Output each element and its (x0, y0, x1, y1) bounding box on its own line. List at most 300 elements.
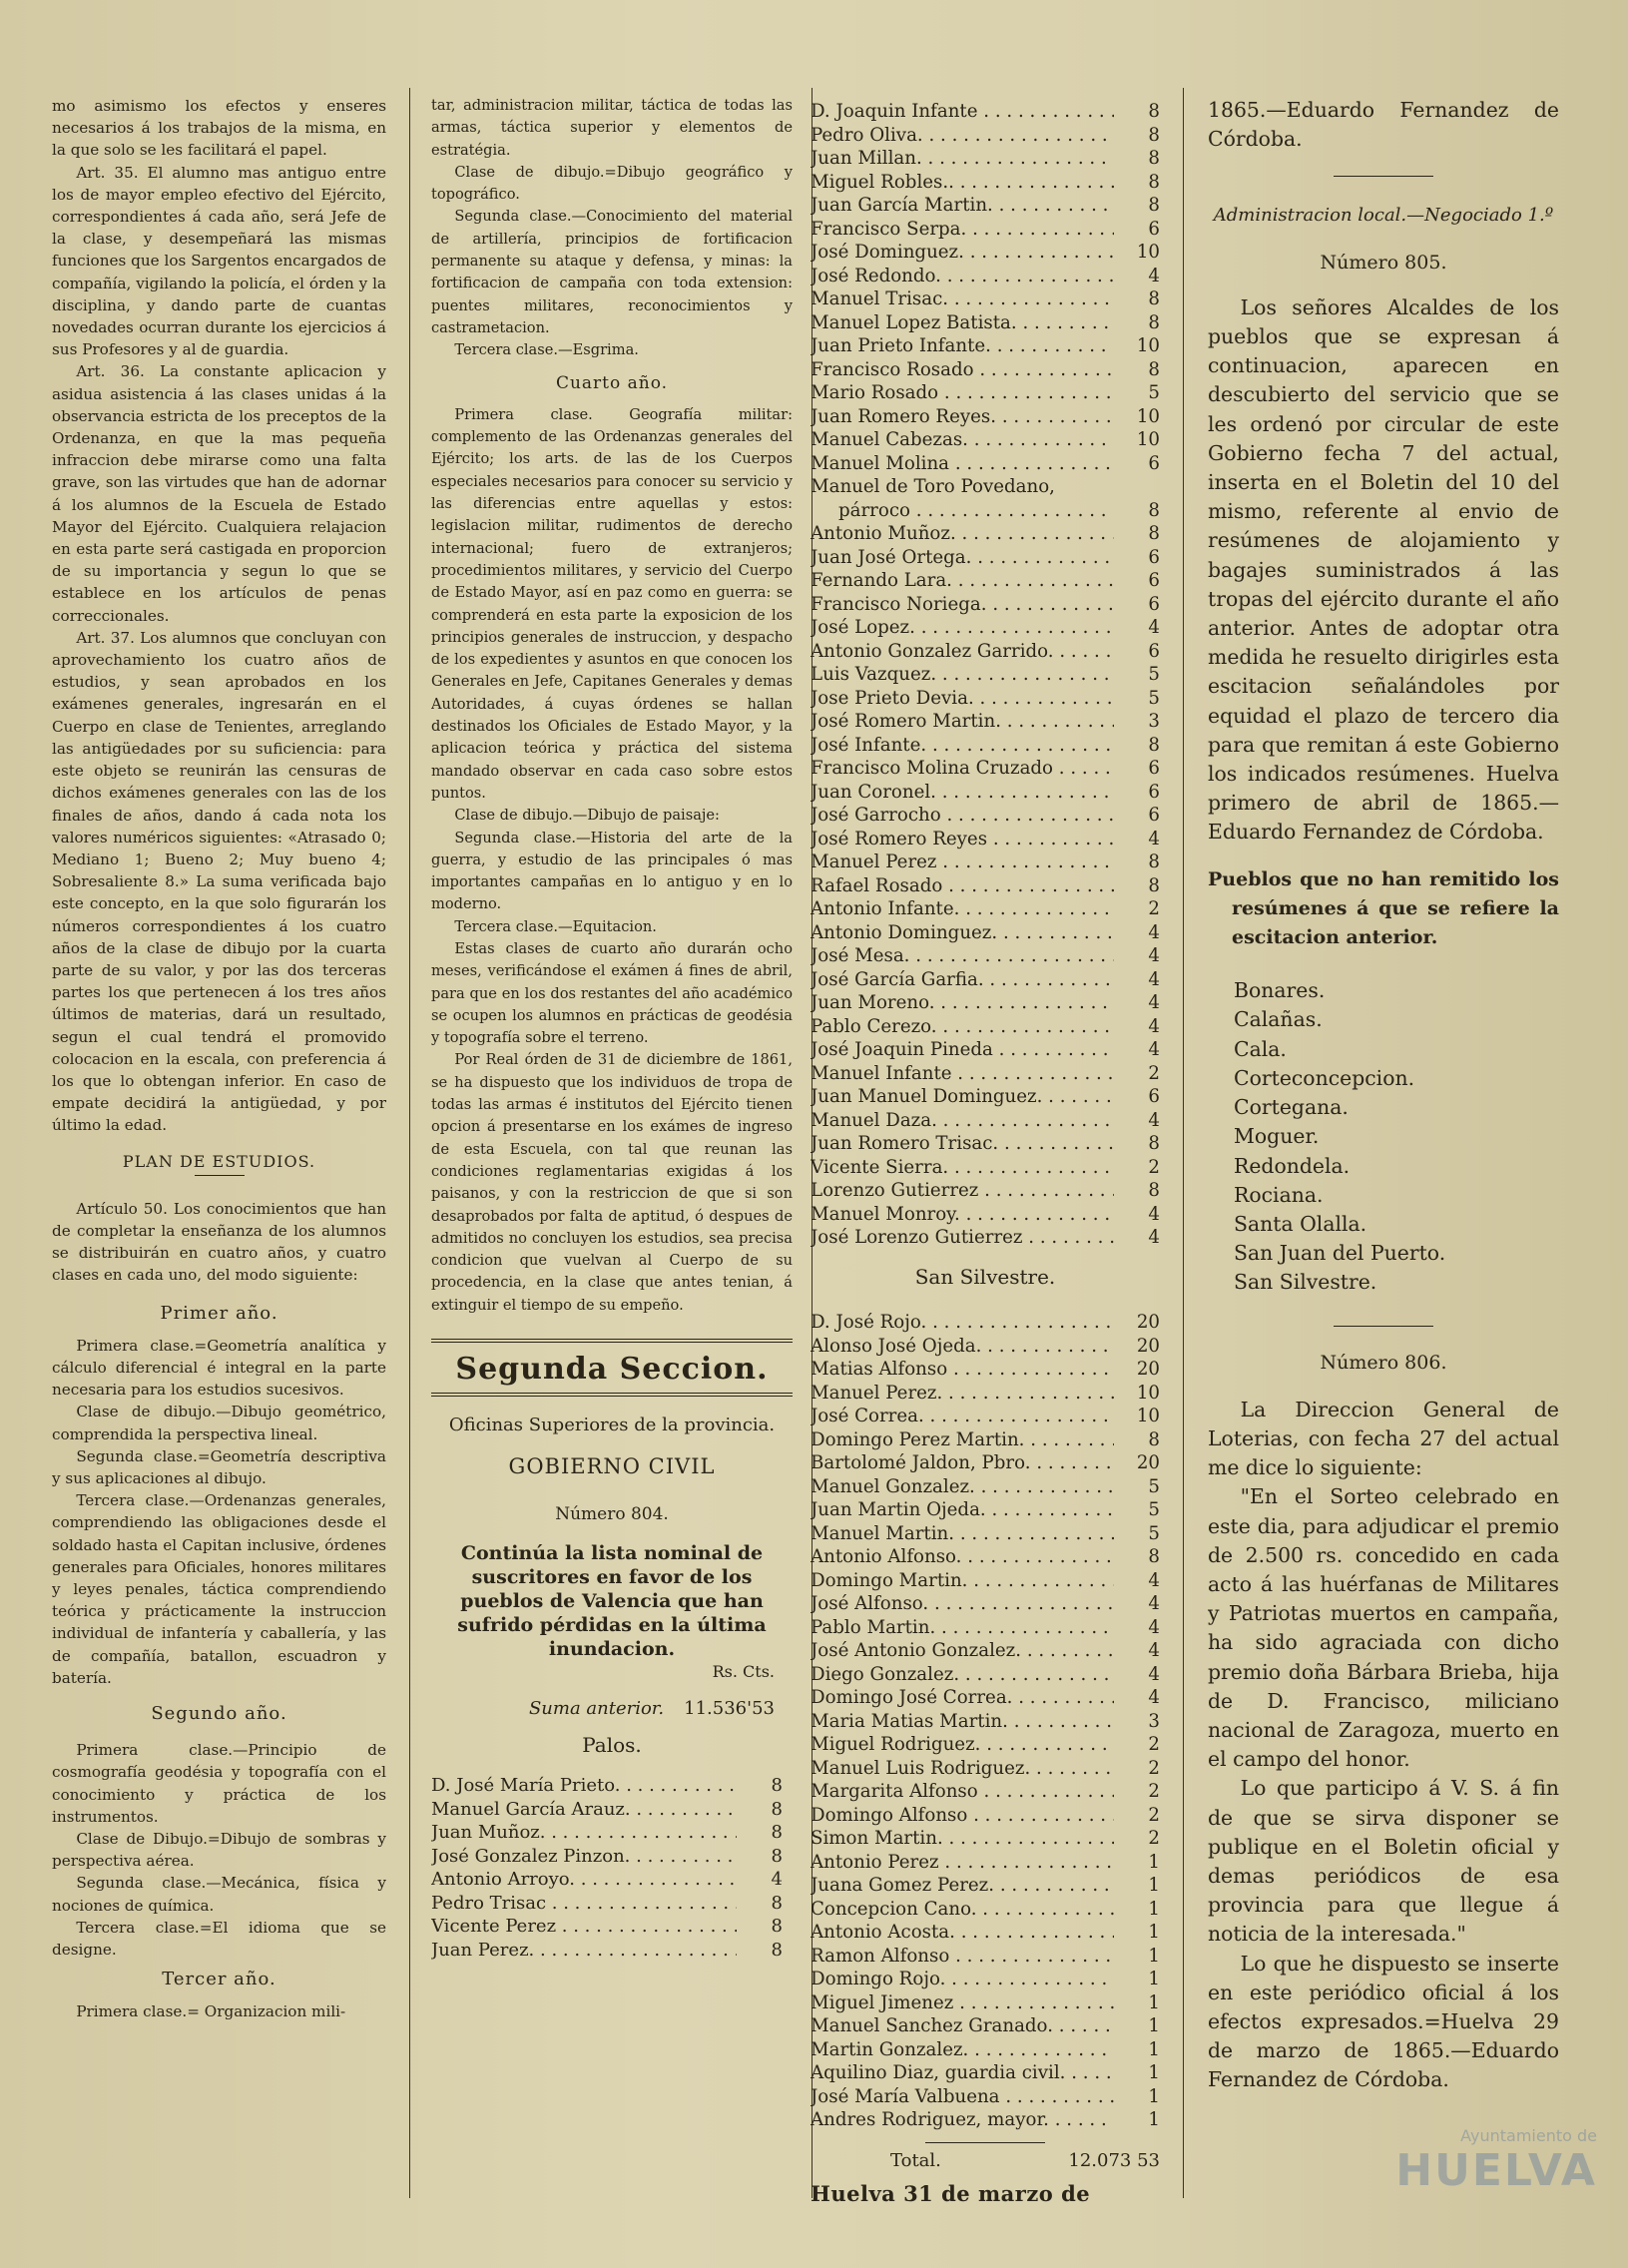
list-item (811, 1639, 1160, 1663)
subscriber-name: Rafael Rosado . . . (811, 874, 1114, 898)
list-item (811, 828, 1160, 851)
subscriber-amount: 4 (1148, 1015, 1160, 1037)
subscriber-name: Manuel Infante . . . (811, 1062, 1114, 1086)
subscriber-amount: 10 (1136, 405, 1160, 427)
subscriber-amount: 8 (1148, 1180, 1160, 1201)
subscriber-amount: 8 (771, 1892, 783, 1914)
section-rule (431, 1393, 793, 1397)
subscriber-name: Miguel Rodriguez. . . . (811, 1733, 1114, 1757)
subscriber-amount: 2 (1148, 1734, 1160, 1755)
paragraph: Clase de dibujo.—Dibujo de paisaje: (454, 807, 720, 825)
list-item (431, 1774, 783, 1798)
list-item (811, 1757, 1160, 1781)
subscriber-name: Manuel García Arauz. . . . (431, 1798, 737, 1822)
subscriber-amount: 8 (1148, 171, 1160, 193)
pueblo-item: Moguer. (1234, 1124, 1320, 1149)
san-silvestre-title: San Silvestre. (914, 1264, 1056, 1289)
subscriber-name: Miguel Robles.. . . . (811, 171, 1114, 195)
subscriber-amount: 20 (1136, 1312, 1160, 1333)
subscriber-amount: 8 (771, 1822, 783, 1844)
list-item (811, 616, 1160, 640)
paragraph: Primera clase. Geografía militar: complemento de las Ordenanzas generales del Ejército; los arts. de las de los Cuerpos especiales necesarios para conocer su servicio y las diferencias entre aquellas y estos: legislacion militar, rudimentos de derecho internacional; fuero de extranjeros; procedimientos militares, y servicio del Cuerpo de Estado Mayor, así en paz como en guerra: se comprenderá en esta parte la exposicion de los principios generales de instruccion, y despacho de los expedientes y asuntos en que conocen los Generales en Jefe, Capitanes Generales y demas Autoridades, á cuyas órdenes se hallan destinados los Oficiales de Estado Mayor, y la aplicacion teórica y práctica del sistema mandado observar en cada caso sobre estos puntos. (431, 405, 793, 802)
subscriber-amount: 4 (1148, 1203, 1160, 1225)
subscriber-name: Bartolomé Jaldon, Pbro. . . . (811, 1451, 1114, 1475)
list-item (811, 1780, 1160, 1804)
list-item (811, 687, 1160, 711)
subscriber-amount: 4 (1148, 1593, 1160, 1614)
list-intro: Continúa la lista nominal de suscritores en favor de los pueblos de Valencia que han sufrido pérdidas en la última inundacion. (457, 1542, 767, 1661)
subscriber-amount: 2 (1148, 1156, 1160, 1178)
subscriber-name: Antonio Perez . . . (811, 1851, 1114, 1875)
number-805: Número 805. (1320, 251, 1447, 274)
pueblo-item: Bonares. (1234, 978, 1326, 1003)
subscriber-name: José Gonzalez Pinzon. . . . (431, 1845, 737, 1869)
admin-heading: Administracion local.—Negociado 1.º (1213, 205, 1554, 227)
list-item (811, 640, 1160, 664)
subscriber-amount: 3 (1148, 1710, 1160, 1732)
list-item (811, 2085, 1160, 2109)
list-item (811, 874, 1160, 898)
subscriber-amount: 20 (1136, 1335, 1160, 1357)
subscriber-amount: 8 (1148, 101, 1160, 122)
list-item (811, 1827, 1160, 1851)
subscriber-name: Fernando Lara. . . . (811, 569, 1114, 593)
subscriber-name: José Romero Reyes . . . (811, 828, 1114, 851)
pueblo-item: San Silvestre. (1234, 1270, 1377, 1295)
section-rule (431, 1339, 793, 1343)
list-item (811, 2061, 1160, 2085)
subscriber-amount: 1 (1148, 1991, 1160, 2013)
pueblos-heading: Pueblos que no han remitido los resúmenes á que se refiere la escitacion anterior. (1208, 867, 1559, 949)
subscriber-name: Vicente Sierra. . . . (811, 1156, 1114, 1180)
list-item (811, 241, 1160, 265)
subscriber-amount: 1 (1148, 2109, 1160, 2130)
subscriber-name: D. Joaquin Infante . . . (811, 100, 1114, 124)
subscriber-name: Domingo Rojo. . . . (811, 1968, 1114, 1991)
pueblo-item: Redondela. (1234, 1153, 1351, 1178)
subscriber-name: José Mesa. . . . (811, 944, 1114, 968)
course-item: Primera clase.=Geometría analítica y cálculo diferencial é integral en la parte necesaria para los estudios sucesivos. (52, 1336, 386, 1400)
list-item (811, 944, 1160, 968)
subscriber-amount: 8 (1148, 1133, 1160, 1154)
previous-sum-label: Suma anterior. (528, 1697, 665, 1719)
subscriber-amount: 4 (1148, 828, 1160, 850)
subscriber-amount: 6 (1148, 758, 1160, 779)
subscriber-name: Manuel Monroy. . . . (811, 1203, 1114, 1227)
subscriber-name: párroco . . . (811, 499, 1114, 523)
notice-805: Los señores Alcaldes de los pueblos que se expresan á continuacion, aparecen en descubierto del servicio que se les ordenó por circular de este Gobierno fecha 7 del actual, inserta en el Boletin del 10 del mismo, referente al envio de resúmenes de alojamiento y bagajes suministrados á las tropas del ejército durante el año anterior. Antes de adoptar otra medida he resuelto dirigirles esta escitacion señalándoles por equidad el plazo de tercero dia para que remitan á este Gobierno los indicados resúmenes. Huelva primero de abril de 1865.—Eduardo Fernandez de Córdoba. (1208, 294, 1559, 845)
subscriber-name: José Lopez. . . . (811, 616, 1114, 640)
list-item (431, 1868, 783, 1892)
subscriber-amount: 8 (1148, 311, 1160, 333)
course-item: Segunda clase.=Geometría descriptiva y sus aplicaciones al dibujo. (52, 1446, 386, 1487)
subscriber-name: Juan Moreno. . . . (811, 991, 1114, 1015)
list-item (811, 569, 1160, 593)
subscriber-name: Juan Prieto Infante. . . . (811, 334, 1114, 358)
list-item (811, 1498, 1160, 1522)
list-item (811, 1358, 1160, 1382)
subscriber-amount: 8 (771, 1939, 783, 1961)
subscriber-amount: 4 (1148, 1039, 1160, 1060)
watermark-text: HUELVA (1395, 2145, 1597, 2196)
list-item (811, 265, 1160, 288)
offices-heading: Oficinas Superiores de la provincia. (448, 1415, 776, 1436)
list-item (811, 897, 1160, 921)
subscriber-amount: 6 (1148, 1086, 1160, 1107)
signature-line: 1865.—Eduardo Fernandez de Córdoba. (1208, 98, 1559, 152)
list-item (811, 1109, 1160, 1133)
column-2 (431, 95, 793, 1962)
subscriber-amount: 1 (1148, 2015, 1160, 2036)
subscriber-amount: 4 (1148, 1663, 1160, 1685)
list-item (811, 1062, 1160, 1086)
course-item: Segunda clase.—Mecánica, física y nociones de química. (52, 1874, 386, 1915)
column-rule (1183, 88, 1184, 2198)
subscriber-amount: 6 (1148, 452, 1160, 474)
subscriber-name: Manuel Lopez Batista. . . . (811, 311, 1114, 335)
subscriber-amount: 2 (1148, 1804, 1160, 1826)
huelva-date: Huelva 31 de marzo de (811, 2181, 1091, 2206)
article-36: Art. 36. La constante aplicacion y asidua asistencia á las clases unidas á la observancia estricta de los preceptos de la Ordenanza, en que la mas pequeña infraccion debe mirarse como una falta grave, son las virtudes que han de adornar á los alumnos de la Escuela de Estado Mayor del Ejército. Cualquiera relajacion en esta parte será castigada en proporcion de su importancia y segun lo que se establece en los artículos de penas correccionales. (52, 362, 386, 625)
subscriber-amount: 6 (1148, 593, 1160, 615)
subscriber-amount: 8 (1148, 124, 1160, 146)
divider (1334, 1326, 1433, 1327)
subscriber-name: José Correa. . . . (811, 1405, 1114, 1428)
subscriber-name: José Alfonso. . . . (811, 1592, 1114, 1616)
column-4 (1208, 96, 1559, 2095)
total-label: Total. (890, 2149, 941, 2171)
paragraph: Segunda clase.—Conocimiento del material de artillería, principios de fortificacion permanente su ataque y defensa, y minas: la fortificacion de campaña con toda extension: puentes militares, reconocimientos y castrametacion. (431, 208, 793, 336)
course-item: Tercera clase.—Ordenanzas generales, comprendiendo las obligaciones desde el soldado hasta el Capitan inclusive, órdenes generales para Oficiales, honores militares y leyes penales, táctica comprendiendo teórica y prácticamente la instruccion individual de infantería y caballería, y las de compañía, batallon, escuadron y batería. (52, 1491, 386, 1687)
subscriber-amount: 6 (1148, 546, 1160, 568)
subscriber-amount: 5 (1148, 1522, 1160, 1544)
subscriber-name: Jose Prieto Devia. . . . (811, 687, 1114, 711)
subscriber-amount: 4 (1148, 1227, 1160, 1248)
subscriber-name: Ramon Alfonso . . . (811, 1945, 1114, 1969)
subscriber-amount: 8 (771, 1798, 783, 1820)
subscriber-name: Manuel Martin. . . . (811, 1522, 1114, 1546)
subscriber-name: Domingo Alfonso . . . (811, 1804, 1114, 1828)
divider (925, 2142, 1045, 2143)
subscriber-name: Alonso José Ojeda. . . . (811, 1335, 1114, 1359)
list-item (811, 218, 1160, 242)
subscriber-name: Miguel Jimenez . . . (811, 1991, 1114, 2015)
list-item (811, 381, 1160, 405)
gobierno-civil-heading: GOBIERNO CIVIL (508, 1453, 716, 1478)
subscriber-amount: 4 (1148, 921, 1160, 943)
subscriber-name: Manuel Luis Rodriguez. . . . (811, 1757, 1114, 1781)
subscriber-amount: 10 (1136, 1382, 1160, 1404)
list-item (811, 781, 1160, 805)
list-item (431, 1798, 783, 1822)
subscriber-amount: 4 (1148, 1569, 1160, 1591)
section-title: Segunda Seccion. (455, 1352, 769, 1388)
subscriber-name: Antonio Acosta. . . . (811, 1921, 1114, 1945)
subscriber-name: José Lorenzo Gutierrez . . . (811, 1226, 1114, 1250)
previous-sum (431, 1698, 775, 1720)
subscriber-name: Antonio Infante. . . . (811, 897, 1114, 921)
list-item (811, 1898, 1160, 1922)
list-item (811, 100, 1160, 124)
list-item (811, 1545, 1160, 1569)
list-item (811, 499, 1160, 523)
list-item (811, 804, 1160, 828)
list-item (811, 710, 1160, 734)
pueblo-item: San Juan del Puerto. (1234, 1241, 1446, 1266)
subscriber-amount: 8 (771, 1845, 783, 1867)
column-1 (52, 95, 386, 2023)
subscriber-name: Andres Rodriguez, mayor. . . . (811, 2108, 1114, 2132)
pueblo-item: Rociana. (1234, 1182, 1324, 1207)
subscriber-name: Juan Muñoz. . . . (431, 1821, 737, 1845)
subscriber-amount: 1 (1148, 1851, 1160, 1873)
subscriber-name: Manuel Cabezas. . . . (811, 428, 1114, 452)
paragraph: Por Real órden de 31 de diciembre de 1861, se ha dispuesto que los individuos de tropa de todas las armas é institutos del Ejército tienen opcion á presentarse en los exámes de ingreso de esta Escuela, con tal que reunan las condiciones reglamentarias exigidas á los paisanos, y con la restriccion de que si son desaprobados por falta de aptitud, ó despues de admitidos no concluyen los estudios, sea precisa condicion que vuelvan al Cuerpo de su procedencia, en la clase que antes tenian, á extinguir el tiempo de su empeño. (431, 1051, 793, 1314)
subscriber-name: Juan José Ortega. . . . (811, 546, 1114, 570)
subscriber-amount: 4 (1148, 1687, 1160, 1708)
list-item (811, 1156, 1160, 1180)
subscriber-name: Antonio Gonzalez Garrido. . . . (811, 640, 1114, 664)
list-item (811, 1311, 1160, 1335)
list-item (811, 1991, 1160, 2015)
list-item (811, 1038, 1160, 1062)
list-item (811, 428, 1160, 452)
article-35: Art. 35. El alumno mas antiguo entre los de mayor empleo efectivo del Ejército, correspondientes á cada año, será Jefe de la clase, y desempeñará las mismas funciones que los Sargentos encargados de compañía, vigilando la policía, el órden y la disciplina, y dando parte de cuantas novedades ocurran durante los ejercicios á sus Profesores y al de guardia. (52, 163, 386, 359)
subscriber-amount: 1 (1148, 1922, 1160, 1943)
list-item (811, 1686, 1160, 1710)
subscriber-amount: 2 (1148, 1828, 1160, 1849)
subscriber-name: José Dominguez. . . . (811, 241, 1114, 265)
subscriber-amount: 10 (1136, 429, 1160, 450)
subscriber-amount: 1 (1148, 2062, 1160, 2083)
pueblos-list (1208, 976, 1559, 1297)
notice-806: "En el Sorteo celebrado en este dia, para adjudicar el premio de 2.500 rs. concedido en cada acto á las huérfanas de Militares y Patriotas muertos en campaña, ha sido agraciada con dicho premio doña Bárbara Brieba, hija de D. Francisco, miliciano nacional de Zaragoza, muerto en el campo del honor. (1208, 1484, 1559, 1772)
article-37: Art. 37. Los alumnos que concluyan con aprovechamiento los cuatro años de estudios, y sean aprobados en los exámenes generales, ingresarán en el Cuerpo en clase de Tenientes, arreglando las antigüedades por su suficiencia: para este objeto se reunirán las censuras de dichos exámenes generales con las de los finales de años, dando á cada nota los valores numéricos siguientes: «Atrasado 0; Mediano 1; Bueno 2; Muy bueno 4; Sobresaliente 8.» La suma verificada bajo este concepto, en la que solo figurarán los números correspondientes á los cuatro años de la clase de dibujo por la cuarta parte de su valor, y por las dos terceras partes los que pertenecen á los tres años últimos de materias, dará un resultado, segun el cual tendrá el promovido colocacion en la escala, con preferencia á los que lo obtengan inferior. En caso de empate decidirá la antigüedad, y por último la edad. (52, 628, 386, 1135)
list-item (811, 475, 1160, 499)
list-item (811, 1733, 1160, 1757)
notice-806: Lo que participo á V. S. á fin de que se sirva disponer se publique en el Boletin oficial y demas periódicos de esa provincia para que llegue á noticia de la interesada." (1208, 1776, 1559, 1947)
list-item (811, 405, 1160, 429)
paragraph: tar, administracion militar, táctica de todas las armas, táctica superior y elementos de estratégia. (431, 97, 793, 159)
subscriber-name: Vicente Perez . . . (431, 1915, 737, 1939)
course-item: Primera clase.—Principio de cosmografía geodésia y topografía con el conocimiento y práctica de los instrumentos. (52, 1741, 386, 1826)
subscriber-name: Aquilino Diaz, guardia civil. . . . (811, 2061, 1114, 2085)
list-item (811, 1132, 1160, 1156)
subscriber-name: Concepcion Cano. . . . (811, 1898, 1114, 1922)
total-row (811, 2149, 1160, 2173)
subscriber-name: Juan Romero Trisac. . . . (811, 1132, 1114, 1156)
paragraph: mo asimismo los efectos y enseres necesarios á los trabajos de la misma, en la que solo se les facilitará el papel. (52, 97, 386, 160)
subscriber-name: Manuel Perez. . . . (811, 1382, 1114, 1406)
list-item (811, 1475, 1160, 1499)
list-item (811, 452, 1160, 476)
year-1-title: Primer año. (160, 1302, 278, 1324)
subscriber-amount: 6 (1148, 640, 1160, 662)
column-3 (811, 100, 1160, 2206)
subscriber-amount: 8 (1148, 148, 1160, 169)
list-item (431, 1892, 783, 1916)
list-item (811, 334, 1160, 358)
subscriber-name: Lorenzo Gutierrez . . . (811, 1179, 1114, 1203)
subscriber-amount: 8 (1148, 523, 1160, 544)
list-item (811, 1226, 1160, 1250)
subscriber-name: Juan Martin Ojeda. . . . (811, 1498, 1114, 1522)
list-item (431, 1939, 783, 1963)
list-item (811, 1451, 1160, 1475)
subscriber-name: Matias Alfonso . . . (811, 1358, 1114, 1382)
year-3-title: Tercer año. (162, 1969, 276, 1990)
subscriber-name: Juan Coronel. . . . (811, 781, 1114, 805)
subscriber-amount: 20 (1136, 1359, 1160, 1380)
subscriber-name: José María Valbuena . . . (811, 2085, 1114, 2109)
list-item (811, 991, 1160, 1015)
subscriber-amount: 4 (1148, 992, 1160, 1013)
subscriber-amount: 8 (1148, 1546, 1160, 1567)
number-804: Número 804. (555, 1503, 669, 1524)
subscriber-name: Juan Perez. . . . (431, 1939, 737, 1963)
total-value: 12.073 53 (1068, 2149, 1160, 2171)
subscriber-name: José Romero Martin. . . . (811, 710, 1114, 734)
paragraph: Tercera clase.—Esgrima. (454, 341, 639, 359)
subscriber-amount: 10 (1136, 335, 1160, 356)
paragraph: Tercera clase.—Equitacion. (454, 917, 657, 935)
subscriber-name: Juan Romero Reyes. . . . (811, 405, 1114, 429)
list-item (811, 2014, 1160, 2038)
subscriber-name: Francisco Serpa. . . . (811, 218, 1114, 242)
subscriber-amount: 4 (1148, 968, 1160, 990)
subscriber-amount: 8 (1148, 195, 1160, 216)
watermark-text: Ayuntamiento de (1460, 2126, 1597, 2145)
subscriber-name: Manuel Sanchez Granado. . . . (811, 2014, 1114, 2038)
subscriber-name: José Joaquin Pineda . . . (811, 1038, 1114, 1062)
list-item (811, 194, 1160, 218)
list-item (811, 1382, 1160, 1406)
subscriber-amount: 6 (1148, 805, 1160, 826)
list-item (811, 968, 1160, 992)
subscriber-amount: 2 (1148, 898, 1160, 919)
paragraph: Estas clases de cuarto año durarán ocho meses, verificándose el exámen á fines de abril, para que en los dos restantes del año académico se ocupen los alumnos en prácticas de geodésia y topografía sobre el terreno. (431, 939, 793, 1047)
archive-watermark (1338, 2126, 1597, 2246)
list-item (431, 1915, 783, 1939)
subscriber-amount: 3 (1148, 711, 1160, 732)
subscriber-amount: 1 (1148, 1969, 1160, 1989)
list-item (811, 1663, 1160, 1687)
list-item (811, 1874, 1160, 1898)
subscriber-name: Manuel de Toro Povedano, (811, 476, 1055, 497)
subscriber-amount: 5 (1148, 1499, 1160, 1520)
subscriber-amount: 2 (1148, 1781, 1160, 1802)
notice-806: La Direccion General de Loterias, con fecha 27 del actual me dice lo siguiente: (1208, 1397, 1559, 1480)
subscriber-name: Juan García Martin. . . . (811, 194, 1114, 218)
article-50: Artículo 50. Los conocimientos que han de completar la enseñanza de los alumnos se distribuirán en cuatro años, y cuatro clases en cada uno, del modo siguiente: (52, 1199, 386, 1285)
subscriber-amount: 8 (1148, 851, 1160, 872)
list-item (811, 1804, 1160, 1828)
subscriber-amount: 8 (1148, 288, 1160, 309)
subscriber-name: José Antonio Gonzalez. . . . (811, 1639, 1114, 1663)
divider (1334, 176, 1433, 177)
subscriber-name: Domingo Perez Martin. . . . (811, 1428, 1114, 1452)
list-item (811, 850, 1160, 874)
subscriber-name: José Redondo. . . . (811, 265, 1114, 288)
subscriber-name: Mario Rosado . . . (811, 381, 1114, 405)
list-item (811, 593, 1160, 617)
subscriber-list (811, 1311, 1160, 2132)
list-item (811, 1616, 1160, 1640)
subscriber-amount: 8 (1148, 1428, 1160, 1450)
subscriber-name: Manuel Molina . . . (811, 452, 1114, 476)
list-item (811, 1179, 1160, 1203)
subscriber-name: Manuel Perez . . . (811, 850, 1114, 874)
list-item (811, 1710, 1160, 1734)
subscriber-amount: 8 (1148, 874, 1160, 896)
list-item (811, 1335, 1160, 1359)
subscriber-name: D. José Rojo. . . . (811, 1311, 1114, 1335)
subscriber-name: Martin Gonzalez. . . . (811, 2038, 1114, 2062)
palos-list (431, 1774, 793, 1962)
subscriber-amount: 6 (1148, 781, 1160, 803)
list-item (811, 311, 1160, 335)
course-item: Tercera clase.=El idioma que se designe. (52, 1918, 386, 1960)
list-item (811, 358, 1160, 382)
subscriber-amount: 1 (1148, 1875, 1160, 1896)
subscriber-name: Pablo Martin. . . . (811, 1616, 1114, 1640)
list-item (811, 663, 1160, 687)
subscriber-name: Antonio Dominguez. . . . (811, 921, 1114, 945)
list-item (811, 734, 1160, 758)
course-item: Clase de dibujo.—Dibujo geométrico, comprendida la perspectiva lineal. (52, 1403, 386, 1443)
pueblo-item: Cortegana. (1234, 1095, 1349, 1120)
subscriber-name: Simon Martin. . . . (811, 1827, 1114, 1851)
list-item (811, 1522, 1160, 1546)
list-item (811, 147, 1160, 171)
subscriber-amount: 4 (1148, 1109, 1160, 1131)
subscriber-name: Antonio Alfonso. . . . (811, 1545, 1114, 1569)
subscriber-name: Juana Gomez Perez. . . . (811, 1874, 1114, 1898)
subscriber-amount: 4 (1148, 1616, 1160, 1638)
notice-806: Lo que he dispuesto se inserte en este periódico oficial á los efectos expresados.=Huelva 29 de marzo de 1865.—Eduardo Fernandez de Córdoba. (1208, 1951, 1559, 2092)
list-item (811, 1921, 1160, 1945)
subscriber-amount: 2 (1148, 1062, 1160, 1084)
subscriber-amount: 20 (1136, 1452, 1160, 1473)
year-2-title: Segundo año. (151, 1703, 287, 1725)
subscriber-amount: 4 (1148, 265, 1160, 286)
divider (195, 1175, 245, 1176)
subscriber-name: Margarita Alfonso . . . (811, 1780, 1114, 1804)
list-item (811, 2038, 1160, 2062)
subscriber-name: Diego Gonzalez. . . . (811, 1663, 1114, 1687)
subscriber-amount: 10 (1136, 242, 1160, 263)
subscriber-amount: 6 (1148, 218, 1160, 240)
subscriber-name: Pedro Oliva. . . . (811, 124, 1114, 148)
subscriber-amount: 10 (1136, 1406, 1160, 1426)
list-item (811, 1569, 1160, 1593)
list-item (811, 2108, 1160, 2132)
palos-title: Palos. (582, 1732, 642, 1757)
course-item: Primera clase.= Organizacion mili- (76, 2002, 346, 2021)
plan-title: PLAN DE ESTUDIOS. (122, 1151, 316, 1171)
subscriber-amount: 8 (1148, 358, 1160, 380)
subscriber-name: José Infante. . . . (811, 734, 1114, 758)
list-item (811, 1405, 1160, 1428)
list-item (811, 124, 1160, 148)
list-item (811, 522, 1160, 546)
subscriber-amount: 1 (1148, 1898, 1160, 1920)
list-item (811, 757, 1160, 781)
subscriber-name: Domingo José Correa. . . . (811, 1686, 1114, 1710)
previous-sum-value: 11.536'53 (684, 1697, 775, 1719)
list-item (811, 1428, 1160, 1452)
subscriber-amount: 4 (1148, 945, 1160, 966)
